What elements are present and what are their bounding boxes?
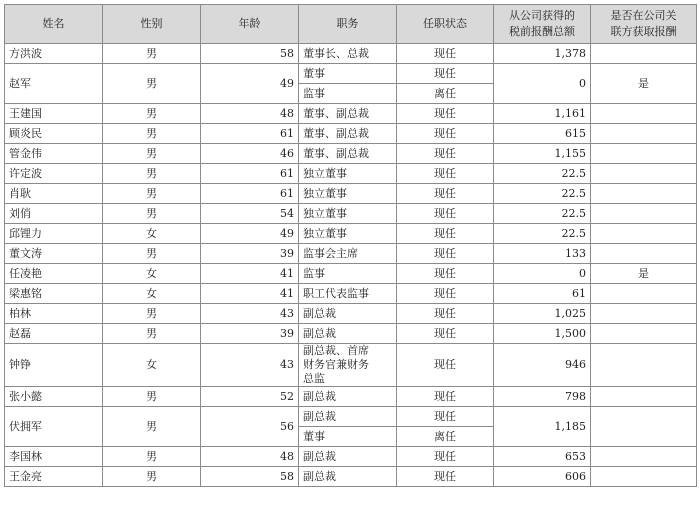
cell-status: 现任 (397, 124, 494, 144)
cell-position-line3: 总监 (303, 372, 325, 385)
cell-gender: 男 (103, 467, 201, 487)
cell-name: 肖耿 (5, 184, 103, 204)
cell-position (299, 344, 397, 387)
cell-gender: 男 (103, 164, 201, 184)
header-related-line1: 是否在公司关 (610, 9, 677, 22)
cell-related (591, 164, 697, 184)
cell-gender: 男 (103, 244, 201, 264)
table-row (5, 124, 697, 144)
cell-pay: 1,500 (494, 324, 591, 344)
cell-age: 48 (201, 104, 299, 124)
cell-position: 副总裁 (299, 324, 397, 344)
header-pay (494, 5, 591, 44)
cell-related (591, 407, 697, 447)
table-row (5, 164, 697, 184)
cell-gender: 男 (103, 124, 201, 144)
cell-status: 现任 (397, 44, 494, 64)
cell-name: 柏林 (5, 304, 103, 324)
cell-gender: 男 (103, 304, 201, 324)
cell-position: 副总裁 (299, 387, 397, 407)
cell-pay: 22.5 (494, 224, 591, 244)
cell-gender: 男 (103, 387, 201, 407)
cell-related (591, 124, 697, 144)
cell-gender: 女 (103, 264, 201, 284)
cell-position: 董事、副总裁 (299, 124, 397, 144)
cell-gender: 女 (103, 284, 201, 304)
table-row (5, 44, 697, 64)
cell-status: 现任 (397, 447, 494, 467)
cell-pay: 22.5 (494, 164, 591, 184)
cell-status: 离任 (397, 84, 494, 104)
cell-age: 58 (201, 467, 299, 487)
cell-gender: 男 (103, 204, 201, 224)
cell-status: 现任 (397, 284, 494, 304)
cell-position: 独立董事 (299, 224, 397, 244)
cell-related: 是 (591, 264, 697, 284)
cell-age: 61 (201, 184, 299, 204)
cell-related (591, 224, 697, 244)
cell-age: 61 (201, 164, 299, 184)
cell-name: 钟铮 (5, 344, 103, 387)
cell-status: 现任 (397, 104, 494, 124)
cell-related (591, 467, 697, 487)
cell-gender: 女 (103, 344, 201, 387)
cell-gender: 男 (103, 144, 201, 164)
cell-pay: 0 (494, 64, 591, 104)
cell-name: 梁惠铭 (5, 284, 103, 304)
cell-position: 副总裁 (299, 467, 397, 487)
cell-age: 41 (201, 284, 299, 304)
cell-pay: 61 (494, 284, 591, 304)
cell-position: 独立董事 (299, 204, 397, 224)
cell-pay: 1,378 (494, 44, 591, 64)
cell-age: 49 (201, 224, 299, 244)
cell-name: 顾炎民 (5, 124, 103, 144)
cell-status: 现任 (397, 184, 494, 204)
cell-pay: 22.5 (494, 184, 591, 204)
cell-name: 赵军 (5, 64, 103, 104)
cell-status: 现任 (397, 467, 494, 487)
table-row (5, 184, 697, 204)
cell-name: 伏拥军 (5, 407, 103, 447)
cell-name: 邱锂力 (5, 224, 103, 244)
cell-age: 49 (201, 64, 299, 104)
cell-position: 监事会主席 (299, 244, 397, 264)
header-position: 职务 (299, 5, 397, 44)
cell-age: 39 (201, 324, 299, 344)
table-row (5, 447, 697, 467)
table-row (5, 284, 697, 304)
table-row (5, 224, 697, 244)
cell-gender: 男 (103, 407, 201, 447)
cell-pay: 1,161 (494, 104, 591, 124)
cell-gender: 女 (103, 224, 201, 244)
cell-name: 刘俏 (5, 204, 103, 224)
cell-pay: 1,155 (494, 144, 591, 164)
header-status: 任职状态 (397, 5, 494, 44)
cell-related (591, 44, 697, 64)
cell-age: 54 (201, 204, 299, 224)
cell-age: 48 (201, 447, 299, 467)
cell-age: 43 (201, 344, 299, 387)
table-row (5, 324, 697, 344)
table-row (5, 467, 697, 487)
cell-related (591, 324, 697, 344)
cell-related (591, 204, 697, 224)
cell-age: 39 (201, 244, 299, 264)
table-row (5, 387, 697, 407)
cell-name: 赵磊 (5, 324, 103, 344)
cell-pay: 22.5 (494, 204, 591, 224)
header-gender: 性别 (103, 5, 201, 44)
cell-status: 现任 (397, 244, 494, 264)
cell-name: 方洪波 (5, 44, 103, 64)
cell-related (591, 387, 697, 407)
cell-gender: 男 (103, 324, 201, 344)
cell-age: 61 (201, 124, 299, 144)
cell-position-line2: 财务官兼财务 (303, 358, 369, 371)
cell-related (591, 244, 697, 264)
cell-status: 现任 (397, 324, 494, 344)
cell-status: 现任 (397, 64, 494, 84)
cell-gender: 男 (103, 64, 201, 104)
cell-name: 王建国 (5, 104, 103, 124)
table-row (5, 64, 697, 84)
executive-compensation-table (4, 4, 697, 487)
header-pay-line2: 税前报酬总额 (509, 25, 575, 38)
cell-position: 董事 (299, 427, 397, 447)
cell-status: 现任 (397, 204, 494, 224)
cell-gender: 男 (103, 184, 201, 204)
cell-pay: 133 (494, 244, 591, 264)
header-pay-line1: 从公司获得的 (509, 9, 575, 22)
cell-age: 58 (201, 44, 299, 64)
cell-position: 职工代表监事 (299, 284, 397, 304)
cell-status: 现任 (397, 264, 494, 284)
cell-pay: 653 (494, 447, 591, 467)
cell-position: 董事长、总裁 (299, 44, 397, 64)
table-row (5, 144, 697, 164)
cell-gender: 男 (103, 44, 201, 64)
table-row (5, 304, 697, 324)
cell-status: 现任 (397, 224, 494, 244)
table-row (5, 407, 697, 427)
header-name: 姓名 (5, 5, 103, 44)
cell-name: 王金亮 (5, 467, 103, 487)
cell-age: 41 (201, 264, 299, 284)
cell-status: 现任 (397, 164, 494, 184)
cell-pay: 798 (494, 387, 591, 407)
cell-pay: 606 (494, 467, 591, 487)
cell-gender: 男 (103, 104, 201, 124)
cell-name: 张小懿 (5, 387, 103, 407)
cell-related (591, 344, 697, 387)
cell-name: 李国林 (5, 447, 103, 467)
cell-related (591, 104, 697, 124)
cell-status: 现任 (397, 344, 494, 387)
cell-age: 56 (201, 407, 299, 447)
cell-position: 监事 (299, 84, 397, 104)
cell-pay: 1,025 (494, 304, 591, 324)
cell-position: 董事 (299, 64, 397, 84)
cell-position: 副总裁 (299, 407, 397, 427)
header-related-line2: 联方获取报酬 (610, 25, 677, 38)
cell-gender: 男 (103, 447, 201, 467)
cell-pay: 0 (494, 264, 591, 284)
table-row (5, 264, 697, 284)
cell-status: 离任 (397, 427, 494, 447)
header-age: 年龄 (201, 5, 299, 44)
cell-age: 43 (201, 304, 299, 324)
table-row (5, 104, 697, 124)
cell-position: 副总裁 (299, 304, 397, 324)
cell-position: 董事、副总裁 (299, 144, 397, 164)
cell-pay: 946 (494, 344, 591, 387)
cell-status: 现任 (397, 387, 494, 407)
cell-position: 监事 (299, 264, 397, 284)
cell-position: 独立董事 (299, 184, 397, 204)
cell-position-line1: 副总裁、首席 (303, 344, 369, 357)
cell-name: 管金伟 (5, 144, 103, 164)
cell-name: 许定波 (5, 164, 103, 184)
header-row (5, 5, 697, 44)
cell-related (591, 447, 697, 467)
cell-related (591, 144, 697, 164)
cell-age: 46 (201, 144, 299, 164)
cell-status: 现任 (397, 407, 494, 427)
table-row (5, 344, 697, 387)
cell-name: 董文涛 (5, 244, 103, 264)
cell-status: 现任 (397, 144, 494, 164)
cell-name: 任凌艳 (5, 264, 103, 284)
cell-related (591, 184, 697, 204)
cell-position: 副总裁 (299, 447, 397, 467)
cell-age: 52 (201, 387, 299, 407)
cell-position: 董事、副总裁 (299, 104, 397, 124)
cell-status: 现任 (397, 304, 494, 324)
cell-pay: 1,185 (494, 407, 591, 447)
cell-related (591, 304, 697, 324)
cell-position: 独立董事 (299, 164, 397, 184)
cell-pay: 615 (494, 124, 591, 144)
header-related (591, 5, 697, 44)
table-row (5, 244, 697, 264)
cell-related: 是 (591, 64, 697, 104)
cell-related (591, 284, 697, 304)
table-row (5, 204, 697, 224)
